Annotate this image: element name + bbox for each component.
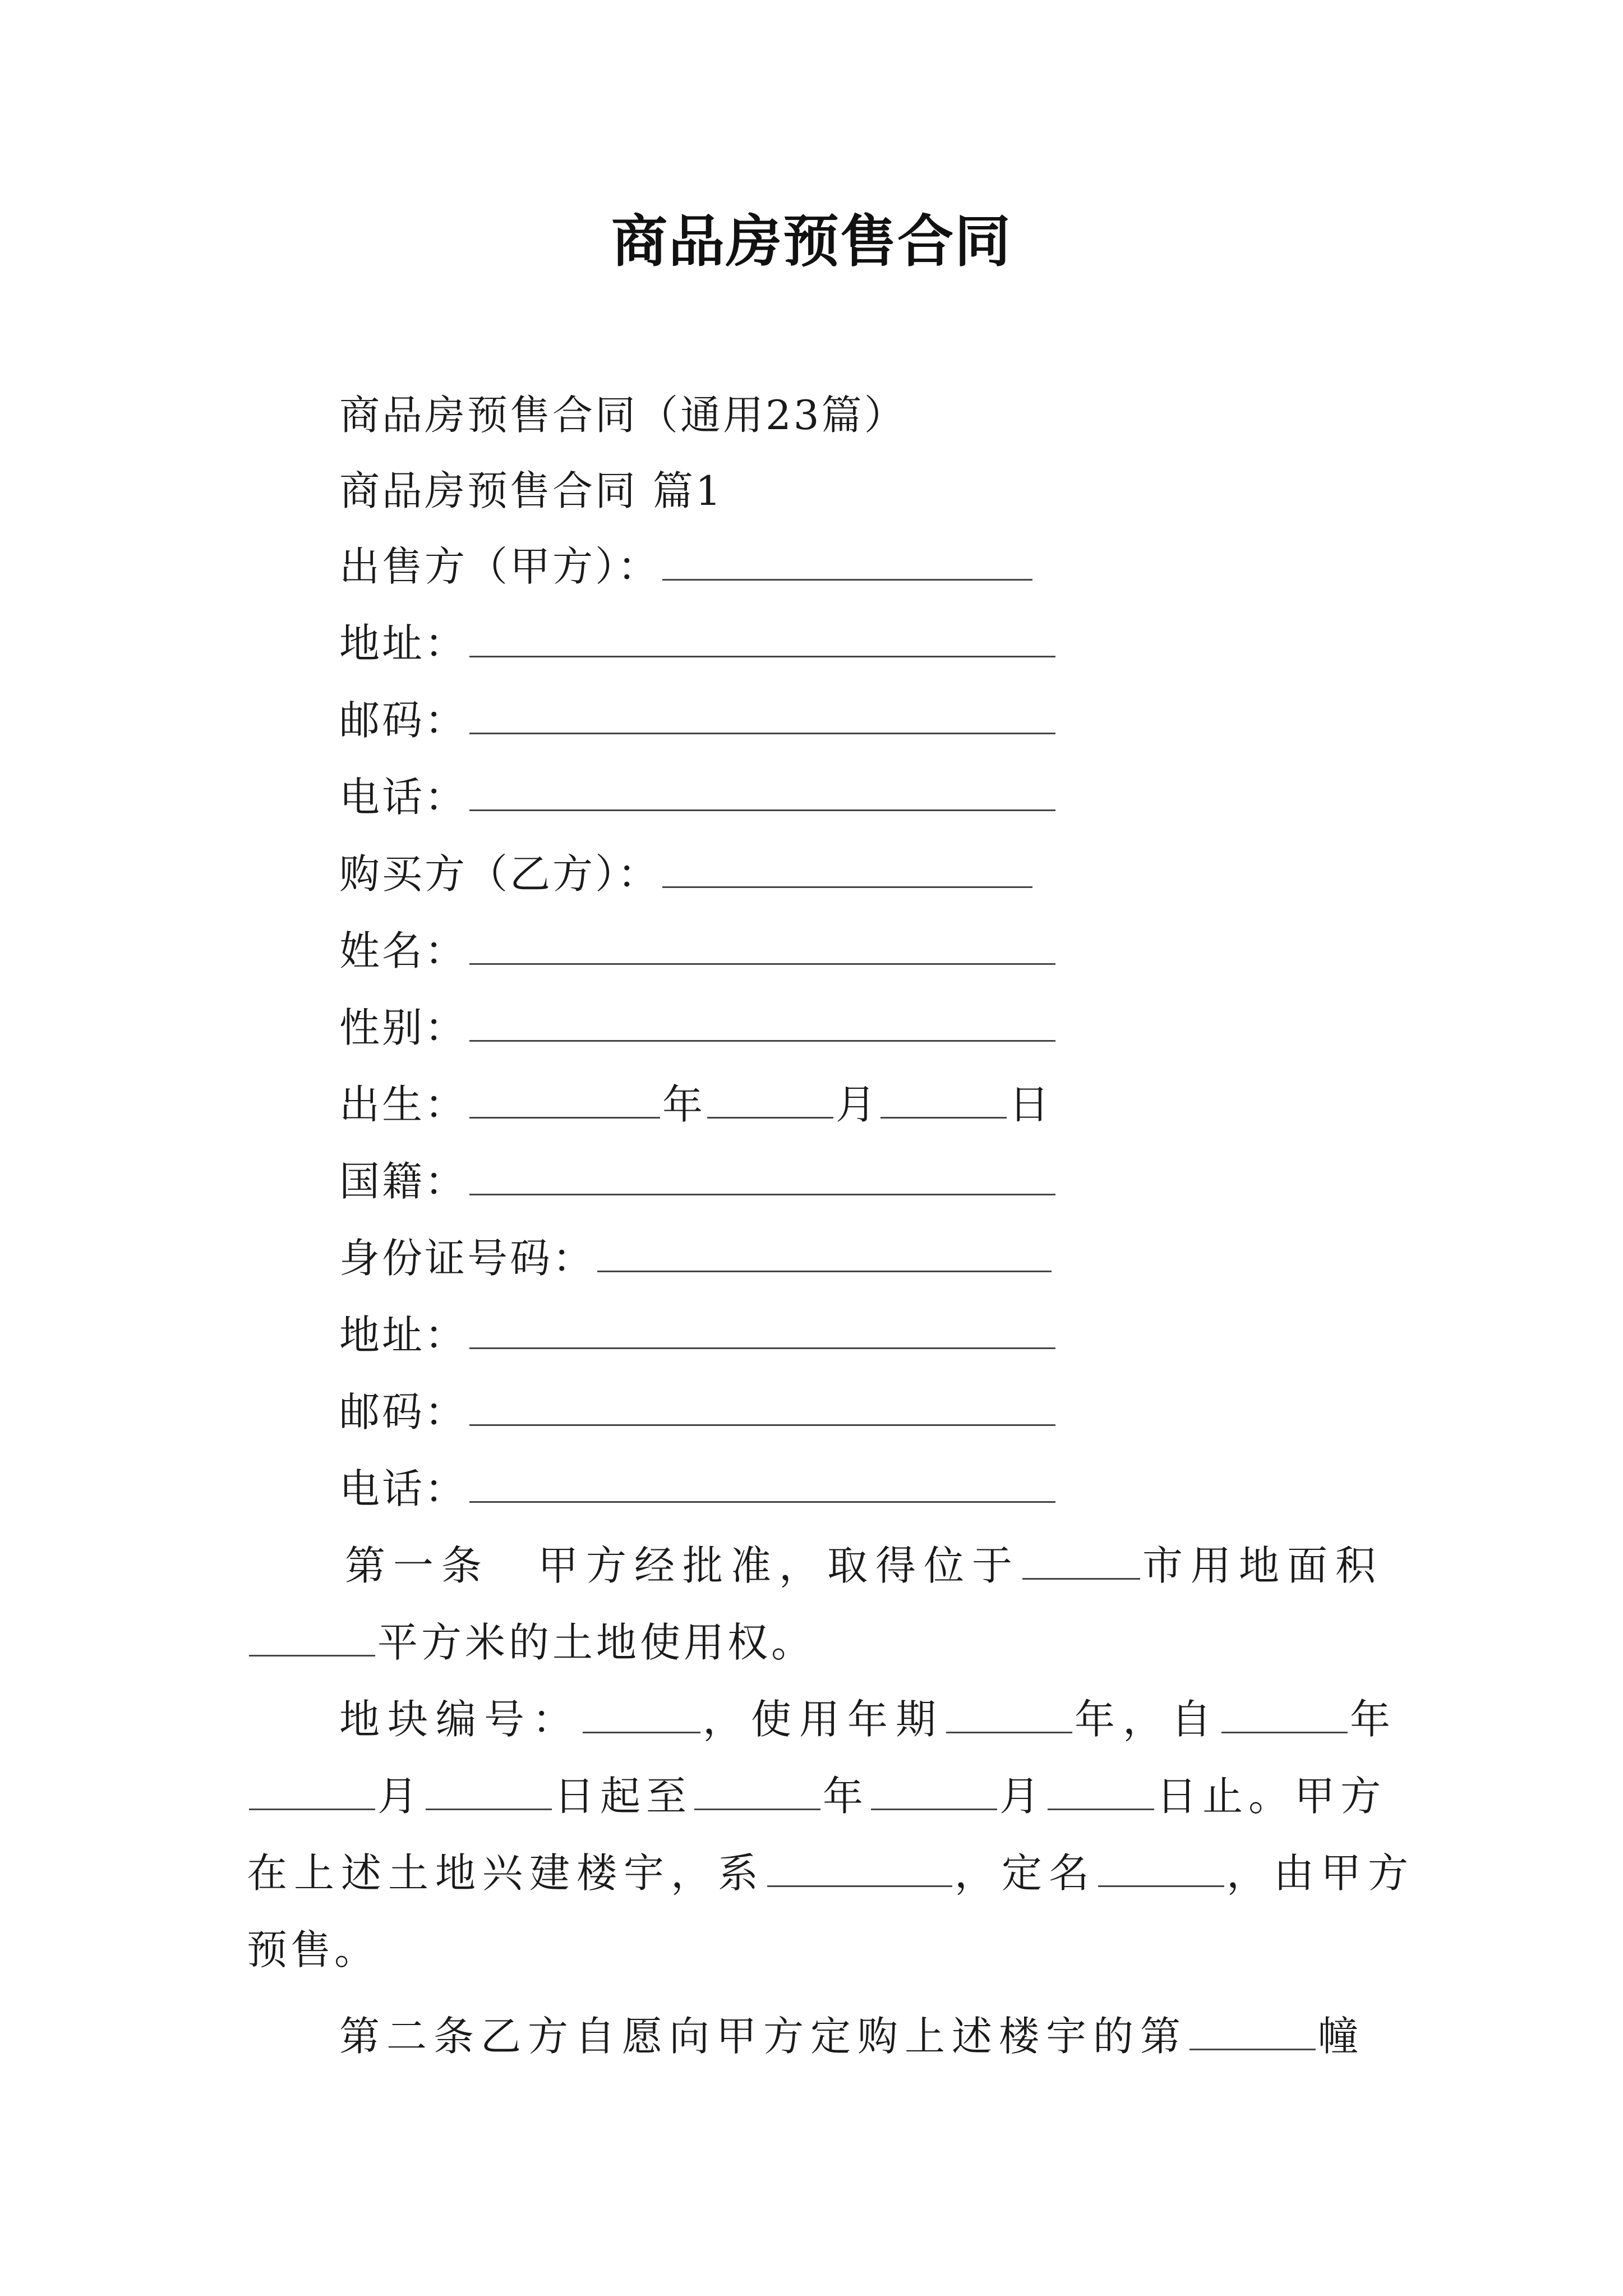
buyer-gender-blank[interactable]	[469, 1000, 1055, 1042]
plot-start-month-blank[interactable]	[249, 1768, 375, 1810]
article1-area-blank[interactable]	[249, 1614, 375, 1657]
plot-text-j: 在上述土地兴建楼宇，系	[247, 1849, 766, 1897]
plot-number-blank[interactable]	[583, 1691, 700, 1733]
id-label: 身份证号码：	[339, 1235, 596, 1282]
plot-text-g: 年	[823, 1773, 869, 1820]
plot-years-blank[interactable]	[946, 1691, 1072, 1733]
document-title: 商品房预售合同	[611, 208, 1012, 274]
buyer-address-blank[interactable]	[469, 1307, 1055, 1349]
seller-zip-row	[339, 692, 1058, 748]
plot-line4	[247, 1922, 378, 1978]
buyer-address-row	[339, 1307, 1058, 1363]
article1-text-c: 平方米的土地使用权。	[377, 1619, 815, 1666]
id-row	[339, 1230, 1054, 1286]
article1-line2	[247, 1614, 815, 1671]
birth-row	[339, 1076, 1052, 1133]
article2-text-b: 幢	[1318, 2013, 1366, 2060]
plot-text-l: ，由甲方	[1227, 1849, 1415, 1897]
plot-start-day-blank[interactable]	[426, 1768, 552, 1810]
buyer-blank[interactable]	[662, 846, 1032, 888]
plot-end-month-blank[interactable]	[871, 1768, 997, 1810]
plot-type-blank[interactable]	[767, 1845, 952, 1887]
plot-text-m: 预售。	[247, 1926, 379, 1973]
plot-text-c: 年，自	[1075, 1696, 1220, 1743]
seller-address-blank[interactable]	[469, 615, 1055, 657]
article1-text-b: 市用地面积	[1142, 1542, 1384, 1589]
seller-phone-row	[339, 769, 1058, 825]
article1-line1	[345, 1538, 1384, 1594]
plot-line1	[339, 1691, 1398, 1747]
birth-month-blank[interactable]	[707, 1076, 833, 1119]
seller-blank[interactable]	[662, 539, 1032, 581]
plot-line2	[247, 1768, 1386, 1824]
buyer-address-label: 地址：	[339, 1312, 468, 1359]
plot-text-a: 地块编号：	[339, 1696, 581, 1743]
seller-zip-label: 邮码：	[339, 697, 468, 744]
buyer-row	[339, 846, 1035, 902]
seller-zip-blank[interactable]	[469, 692, 1055, 734]
section-heading-text: 商品房预售合同 篇1	[339, 467, 723, 514]
seller-label: 出售方（甲方）：	[339, 543, 661, 590]
plot-end-year-blank[interactable]	[694, 1768, 820, 1810]
section-heading	[339, 463, 723, 519]
seller-row	[339, 539, 1035, 595]
seller-address-row	[339, 615, 1058, 671]
document-subtitle	[339, 387, 907, 443]
plot-text-f: 日起至	[554, 1773, 693, 1820]
birth-year-label: 年	[662, 1081, 706, 1128]
buyer-label: 购买方（乙方）：	[339, 850, 661, 898]
plot-text-e: 月	[377, 1773, 424, 1820]
plot-end-day-blank[interactable]	[1048, 1768, 1154, 1810]
article1-city-blank[interactable]	[1022, 1538, 1140, 1580]
nationality-row	[339, 1153, 1058, 1209]
buyer-name-blank[interactable]	[469, 923, 1055, 965]
buyer-phone-row	[339, 1461, 1058, 1517]
article2-building-blank[interactable]	[1189, 2008, 1316, 2050]
article2-line1	[339, 2008, 1365, 2064]
buyer-zip-row	[339, 1384, 1058, 1440]
buyer-name-label: 姓名：	[339, 927, 468, 974]
plot-text-d: 年	[1350, 1696, 1399, 1743]
birth-day-blank[interactable]	[880, 1076, 1007, 1119]
buyer-phone-blank[interactable]	[469, 1461, 1055, 1503]
birth-year-blank[interactable]	[469, 1076, 660, 1119]
plot-name-blank[interactable]	[1098, 1845, 1224, 1887]
plot-text-i: 日止。甲方	[1156, 1773, 1387, 1820]
seller-phone-label: 电话：	[339, 774, 468, 821]
buyer-gender-row	[339, 1000, 1058, 1056]
buyer-zip-label: 邮码：	[339, 1388, 468, 1435]
article1-text-a: 第一条 甲方经批准，取得位于	[345, 1542, 1021, 1589]
plot-text-k: ，定名	[955, 1849, 1096, 1897]
id-blank[interactable]	[597, 1230, 1052, 1272]
seller-phone-blank[interactable]	[469, 769, 1055, 811]
birth-day-label: 日	[1009, 1081, 1052, 1128]
birth-month-label: 月	[836, 1081, 879, 1128]
article2-text-a: 第二条乙方自愿向甲方定购上述楼宇的第	[339, 2013, 1188, 2060]
buyer-gender-label: 性别：	[339, 1004, 468, 1051]
plot-start-year-blank[interactable]	[1221, 1691, 1348, 1733]
buyer-zip-blank[interactable]	[469, 1384, 1055, 1426]
nationality-label: 国籍：	[339, 1158, 468, 1205]
plot-text-b: ，使用年期	[703, 1696, 944, 1743]
birth-label: 出生：	[339, 1081, 468, 1128]
plot-text-h: 月	[999, 1773, 1046, 1820]
buyer-name-row	[339, 923, 1058, 979]
subtitle-text: 商品房预售合同（通用23篇）	[339, 392, 907, 439]
seller-address-label: 地址：	[339, 620, 468, 667]
buyer-phone-label: 电话：	[339, 1465, 468, 1512]
nationality-blank[interactable]	[469, 1153, 1055, 1195]
plot-line3	[247, 1845, 1415, 1901]
